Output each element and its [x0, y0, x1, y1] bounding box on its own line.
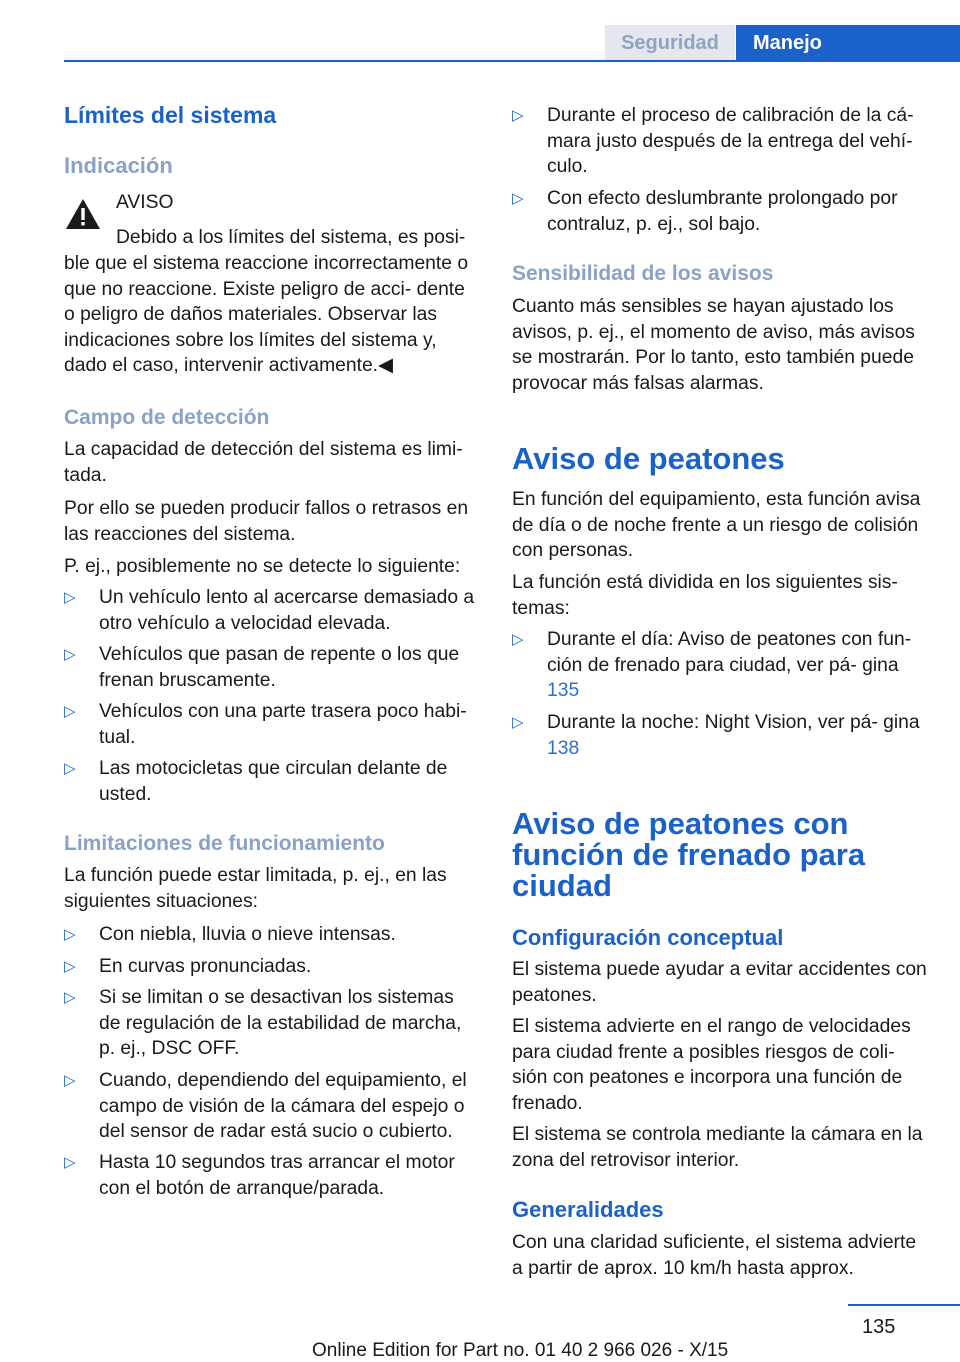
page-link-138[interactable]: 138 — [547, 737, 580, 759]
generalidades-paragraph: Con una claridad suficiente, el sistema advierte a partir de aprox. 10 km/h hasta approx. — [512, 1232, 917, 1279]
subsection-title-indicacion: Indicación — [64, 153, 173, 178]
list-item — [64, 985, 480, 1062]
list-item-text: Con efecto deslumbrante prolongado por contraluz, p. ej., sol bajo. — [547, 188, 898, 235]
campo-paragraph-1: La capacidad de detección del sistema es limi‐ tada. — [64, 439, 463, 486]
list-item-text: Hasta 10 segundos tras arrancar el motor con el botón de arranque/parada. — [99, 1152, 455, 1199]
list-item-text: Durante la noche: Night Vision, ver pá‐ gina — [547, 712, 920, 733]
bullet-triangle-icon: ▷ — [64, 703, 76, 720]
sensibilidad-paragraph: Cuanto más sensibles se hayan ajustado los avisos, p. ej., el momento de aviso, más avisos se mostrarán. Por lo tanto, esto también puede provocar más falsas alarmas. — [512, 296, 915, 394]
list-item-text: Vehículos que pasan de repente o los que frenan bruscamente. — [99, 644, 460, 691]
config-paragraph-3: El sistema se controla mediante la cámara en la zona del retrovisor interior. — [512, 1124, 923, 1171]
list-item-text: Durante el día: Aviso de peatones con fun‐ ción de frenado para ciudad, ver pá‐ gina — [547, 629, 912, 676]
subsection-title-limitaciones: Limitaciones de funcionamiento — [64, 832, 385, 855]
aviso-paragraph-2: La función está dividida en los siguientes sis‐ temas: — [512, 572, 898, 619]
list-item-text: Un vehículo lento al acercarse demasiado a otro vehículo a velocidad elevada. — [99, 587, 475, 634]
list-item — [512, 710, 932, 761]
list-item-text: Con niebla, lluvia o nieve intensas. — [99, 924, 396, 945]
list-item — [64, 954, 480, 980]
list-item-text: Si se limitan o se desactivan los sistemas de regulación de la estabilidad de marcha, p. ej., DSC OFF. — [99, 987, 462, 1060]
config-paragraph-1: El sistema puede ayudar a evitar accidentes con peatones. — [512, 959, 927, 1006]
warning-icon — [64, 197, 102, 231]
list-item — [512, 627, 932, 704]
list-item-text: Cuando, dependiendo del equipamiento, el campo de visión de la cámara del espejo o del sensor de radar está sucio o cubierto. — [99, 1070, 467, 1143]
bullet-triangle-icon: ▷ — [64, 958, 76, 975]
list-item — [64, 1068, 480, 1145]
warning-label: AVISO — [116, 192, 174, 213]
subsection-title-configuracion: Configuración conceptual — [512, 925, 784, 950]
list-item-text: Durante el proceso de calibración de la cá‐ mara justo después de la entrega del vehí‐ culo. — [547, 105, 914, 178]
bullet-triangle-icon: ▷ — [512, 714, 524, 731]
config-paragraph-2: El sistema advierte en el rango de velocidades para ciudad frente a posibles riesgos de coli‐ sión con peatones e incorpora una función de frenado. — [512, 1016, 911, 1114]
footer-rule — [848, 1304, 960, 1306]
page-link-135[interactable]: 135 — [547, 680, 580, 702]
campo-paragraph-2: Por ello se pueden producir fallos o retrasos en las reacciones del sistema. — [64, 498, 469, 545]
list-item — [64, 585, 480, 636]
section-title-aviso-peatones: Aviso de peatones — [512, 441, 785, 476]
edition-footer: Online Edition for Part no. 01 40 2 966 026 - X/15 — [312, 1340, 729, 1361]
bullet-triangle-icon: ▷ — [64, 1072, 76, 1089]
campo-paragraph-3: P. ej., posiblemente no se detecte lo siguiente: — [64, 556, 461, 577]
bullet-triangle-icon: ▷ — [64, 926, 76, 943]
list-item — [64, 1150, 480, 1201]
tab-manejo-label: Manejo — [753, 32, 822, 54]
subsection-title-campo: Campo de detección — [64, 406, 270, 429]
list-item — [64, 756, 480, 807]
list-item-text: En curvas pronunciadas. — [99, 956, 312, 977]
list-item — [64, 922, 480, 948]
warning-first-line: Debido a los límites del sistema, es posi‐ — [116, 227, 466, 248]
bullet-triangle-icon: ▷ — [64, 1154, 76, 1171]
bullet-triangle-icon: ▷ — [64, 646, 76, 663]
section-title-frenado-ciudad: Aviso de peatones con función de frenado para ciudad — [512, 806, 866, 903]
bullet-triangle-icon: ▷ — [512, 631, 524, 648]
bullet-triangle-icon: ▷ — [512, 190, 524, 207]
list-item — [64, 699, 480, 750]
page-number: 135 — [862, 1316, 896, 1338]
subsection-title-generalidades: Generalidades — [512, 1197, 664, 1222]
bullet-triangle-icon: ▷ — [64, 589, 76, 606]
list-item — [512, 186, 932, 237]
tab-seguridad[interactable]: Seguridad — [605, 25, 735, 61]
list-item — [64, 642, 480, 693]
list-item-text: Las motocicletas que circulan delante de usted. — [99, 758, 448, 805]
subsection-title-sensibilidad: Sensibilidad de los avisos — [512, 262, 774, 285]
section-title-limits: Límites del sistema — [64, 102, 277, 128]
aviso-paragraph-1: En función del equipamiento, esta función avisa de día o de noche frente a un riesgo de colisión con personas. — [512, 489, 921, 562]
header-rule — [64, 60, 960, 62]
bullet-triangle-icon: ▷ — [64, 760, 76, 777]
bullet-triangle-icon: ▷ — [512, 107, 524, 124]
tab-manejo[interactable] — [736, 25, 960, 61]
warning-text: ble que el sistema reaccione incorrectamente o que no reaccione. Existe peligro de acci‐ dente o peligro de daños materiales. Observar las indicaciones sobre los límites del sistema y, dado el caso, intervenir activamente.◀ — [64, 253, 469, 377]
bullet-triangle-icon: ▷ — [64, 989, 76, 1006]
limitaciones-paragraph: La función puede estar limitada, p. ej., en las siguientes situaciones: — [64, 865, 447, 912]
list-item-text: Vehículos con una parte trasera poco habi‐ tual. — [99, 701, 467, 748]
list-item — [512, 103, 932, 180]
